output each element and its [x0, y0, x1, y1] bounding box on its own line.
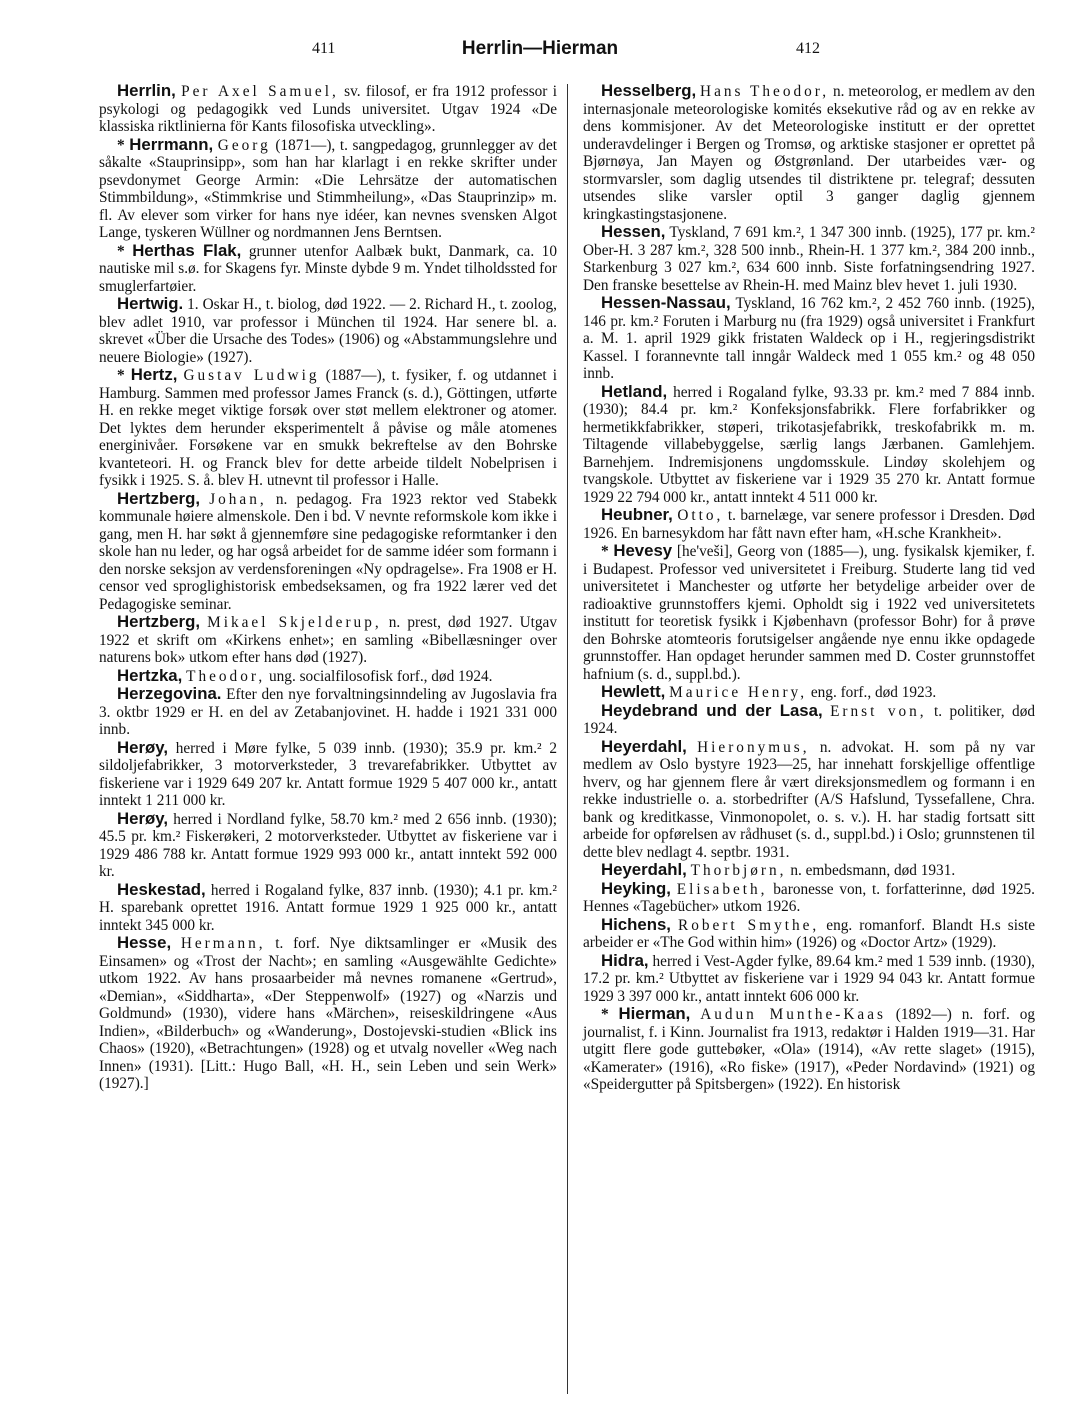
- encyclopedia-entry: [99, 242, 557, 296]
- entry-text: eng. forf., død 1923.: [807, 684, 937, 701]
- entry-person-name: Audun Munthe-Kaas: [700, 1006, 886, 1023]
- entry-text: [he'veši], Georg von (1885—), ung. fysikalsk kjemiker, f. i Budapest. Professor ved universitetet i Freiburg. Studerte lang tid ved universitetet i Manchester og utførte her betydelige arbeider over de radioaktive grunnstoffers kjemi. Opholdt sig i 1922 ved universitetets institutt for teoretisk fysikk i Kjøbenhavn (professor Bohr) for å prøve den Bohrske atomteoris forutsigelser angående nye ennu ikke opdagede grunnstoffer. Han opdaget herunder sammen med D. Coster grunnstoffet hafnium (s. d., suppl.bd.).: [583, 543, 1035, 683]
- encyclopedia-entry: [583, 861, 1035, 880]
- entry-headword: Hewlett,: [601, 682, 666, 701]
- encyclopedia-entry: [99, 934, 557, 1093]
- entry-text: Efter den nye forvaltningsinndeling av Jugoslavia fra 3. oktbr 1929 er H. en del av Zetabanjovinet. H. hadde i 1921 331 000 innb.: [99, 686, 557, 738]
- left-page-number: 411: [312, 40, 336, 57]
- entry-person-name: Hans Theodor,: [700, 83, 830, 100]
- entry-text: herred i Rogaland fylke, 837 innb. (1930); 4.1 pr. km.² H. sparebank oprettet 1916. Antatt formue 1929 1 925 000 kr., antatt inntekt 345 000 kr.: [99, 881, 557, 934]
- encyclopedia-entry: [583, 880, 1035, 916]
- encyclopedia-entry: [583, 223, 1035, 294]
- entry-headword: Hertzberg,: [117, 488, 200, 508]
- entry-person-name: Maurice Henry,: [669, 684, 808, 701]
- encyclopedia-entry: [583, 294, 1035, 383]
- entry-text: herred i Rogaland fylke, 93.33 pr. km.² med 7 884 innb. (1930); 84.4 pr. km.² Konfeksjonsfabrikk. Flere forfabrikker og hermetikkfabrikker, støperi, trikotasjefabrikk, treskofabrikk m. m. Tiltagende villabebyggelse, særlig langs Jærbanen. Gamlehjem. Barnehjem. Indremisjonens ungdomsskule. Lindøy skolehjem og tvangskole. Utbyttet av fiskeriene var i 1929 35 270 kr. Antatt formue 1929 22 794 000 kr., antatt inntekt 4 511 000 kr.: [583, 383, 1035, 506]
- entry-headword: Hertz,: [130, 365, 178, 384]
- entry-headword: Herrlin,: [117, 81, 176, 100]
- encyclopedia-entry: [583, 738, 1035, 862]
- entry-person-name: Ernst von,: [830, 702, 927, 720]
- entry-headword: Heskestad,: [117, 879, 206, 899]
- new-entry-asterisk: *: [601, 1006, 619, 1023]
- entry-headword: Heubner,: [601, 505, 673, 524]
- entry-headword: Hessen,: [601, 222, 666, 241]
- encyclopedia-entry: [99, 490, 557, 614]
- encyclopedia-entry: [583, 683, 1035, 702]
- entry-headword: Heyerdahl,: [601, 736, 687, 756]
- entry-person-name: Elisabeth,: [676, 880, 768, 898]
- page-header: [0, 40, 1080, 64]
- new-entry-asterisk: *: [117, 367, 131, 384]
- entry-text: n. embedsmann, død 1931.: [786, 862, 956, 879]
- encyclopedia-entry: [99, 295, 557, 366]
- encyclopedia-entry: [99, 739, 557, 810]
- encyclopedia-entry: [583, 82, 1035, 223]
- entry-text: (1887—), t. fysiker, f. og utdannet i Hamburg. Sammen med professor James Franck (s. d.), Göttingen, utførte H. en rekke meget viktige forsøk over støt mellem elektroner og atomer. Det lyktes dem herunder eksperimentelt å påvise og måle atomenes energinivåer. Forsøkene var en smukk bekreftelse av den Bohrske kvanteteori. H. og Franck blev for dette arbeide tildelt Nobelprisen i fysikk i 1925. S. å. blev H. utnevnt til professor i Halle.: [99, 367, 558, 489]
- entry-text: (1892—) n. forf. og journalist, f. i Kinn. Journalist fra 1913, redaktør i Halden 1919—31. Har utgitt flere gode guttebøker, «Ola» (1914), «Av rette slaget» (1915), «Kamerater» (1916), «Ro fiske» (1917), «Peder Nordavind» (1921) og «Speidergutter på Spitsbergen» (1922). En historisk: [583, 1006, 1035, 1093]
- entry-text: grunner utenfor Aalbæk bukt, Danmark, ca. 10 nautiske mil s.ø. for Skagens fyr. Minste dybde 9 m. Yndet tilholdssted for smuglerfartøier.: [99, 242, 557, 295]
- entry-text: n. advokat. H. som på ny var medlem av Oslo bystyre 1923—25, har innehatt forskjellige offentlige hverv, og har gjennem flere år vært direksjonsmedlem og formann i en rekke industrielle o. a. storbedrifter (A/S Hafslund, Tyssefallene, Chra. bank og kreditkasse, Vinmonopolet, o. s. v.). H. har stadig fortsatt sitt arbeide for opførelsen av rådhuset (s. d., suppl.bd.) i Oslo; grunnstenen til dette blev nedlagt 4. septbr. 1931.: [583, 738, 1036, 861]
- entry-text: herred i Vest-Agder fylke, 89.64 km.² med 1 539 innb. (1930), 17.2 pr. km.² Utbyttet av fiskeriene var i 1929 94 043 kr. Antatt formue 1929 3 397 000 kr., antatt inntekt 606 000 kr.: [583, 952, 1035, 1005]
- encyclopedia-entry: [583, 506, 1035, 542]
- entry-person-name: Hieronymus,: [697, 738, 810, 756]
- entry-text: sv. filosof, er fra 1912 professor i psykologi og pedagogikk ved Lunds universitet. Utgav 1924 «De klassiska riktlinierna för Kants filosofiska utveckling».: [99, 83, 557, 135]
- entry-text: (1871—), t. sangpedagog, grunnlegger av det såkalte «Stauprinsipp», som han har klarlagt i en rekke skrifter under psevdonymet George Armin: «Die Lehrsätze der automatischen Stimmbildung», «Stimmkrise und Stimmheilung», «Das Stauprinzip» m. fl. Av elever som virker for hans nye idéer, kan nevnes svensken Algot Lange, tyskeren Wüllner og nordmannen Jens Berntsen.: [99, 136, 557, 241]
- entry-person-name: Theodor,: [186, 667, 266, 685]
- entry-text: herred i Nordland fylke, 58.70 km.² med 2 656 innb. (1930); 45.5 pr. km.² Fiskerøkeri, 2 motorverksteder. Utbyttet av fiskeriene var i 1929 486 788 kr. Antatt formue 1929 993 000 kr., antatt inntekt 592 000 kr.: [99, 810, 557, 880]
- encyclopedia-entry: [99, 810, 557, 881]
- entry-text: ung. socialfilosofisk forf., død 1924.: [265, 667, 493, 685]
- encyclopedia-entry: [583, 916, 1035, 952]
- entry-person-name: Robert Smythe,: [678, 916, 820, 934]
- entry-headword: Herøy,: [117, 808, 168, 828]
- entry-person-name: Otto,: [677, 507, 724, 524]
- entry-headword: Hidra,: [601, 950, 649, 970]
- entry-text: Tyskland, 16 762 km.², 2 452 760 innb. (1925), 146 pr. km.² Foruten i Marburg nu (fra 1929) også universitet i Frankfurt a. M. 1. april 1929 gikk fristaten Waldeck op i H., regjeringsdistrikt Kassel. I forannevnte tall inngår Waldeck med 1 055 km.² og 48 050 innb.: [583, 295, 1035, 382]
- encyclopedia-entry: [99, 667, 557, 686]
- entry-text: baronesse von, t. forfatterinne, død 1925. Hennes «Tagebücher» utkom 1926.: [583, 880, 1036, 915]
- entry-headword: Herthas Flak,: [132, 240, 242, 260]
- entry-headword: Hertzberg,: [117, 612, 200, 631]
- entry-person-name: Thorbjørn,: [690, 862, 787, 879]
- entry-headword: Hessen-Nassau,: [601, 293, 731, 312]
- entry-headword: Hichens,: [601, 914, 671, 934]
- entry-person-name: Johan,: [209, 490, 267, 508]
- encyclopedia-entry: [99, 685, 557, 739]
- entry-headword: Heyerdahl,: [601, 860, 687, 879]
- new-entry-asterisk: *: [601, 543, 614, 560]
- entry-headword: Hetland,: [601, 381, 668, 401]
- entry-text: eng. romanforf. Blandt H.s siste arbeider er «The God within him» (1926) og «Doctor Artz» (1929).: [583, 916, 1035, 951]
- entry-headword: Heyking,: [601, 878, 671, 898]
- entry-text: n. meteorolog, er medlem av den internasjonale meteorologiske komités eksekutive råd og av en rekke av dens kommisjoner. Av det Meteorologiske institutt er der oprettet underavdelinger i Bergen og Tromsø, og arktiske stasjoner er oprettet på Bjørnøya, Jan Mayen og Østgrønland. Der utarbeides vær- og stormvarsler, som daglig utsendes til distriktene pr. telegraf; dessuten utsendes slike varsler optil 3 ganger daglig gjennem kringkastingstasjonene.: [583, 83, 1035, 223]
- entry-person-name: Georg: [217, 136, 271, 154]
- entry-text: t. barnelæge, var senere professor i Dresden. Død 1926. En barnesykdom har fått navn efter ham, «H.sche Krankheit».: [583, 507, 1035, 542]
- entry-headword: Herzegovina.: [117, 684, 222, 703]
- entry-headword: Hertwig.: [117, 294, 184, 313]
- encyclopedia-entry: [99, 881, 557, 935]
- entry-headword: Hierman,: [618, 1004, 691, 1023]
- entry-text: n. pedagog. Fra 1923 rektor ved Stabekk kommunale høiere almenskole. Den i bd. V nevnte reformskole kom ikke i gang, men H. har søkt å gjennemføre sine pedagogiske reformtanker i den skole han nu leder, og har også arbeidet for de samme idéer som formann i den norske seksjon av verdensforeningen «Ny opdragelse». Fra 1908 er H. censor ved sproglighistorisk embedseksamen, og fra 1922 lærer ved det Pedagogiske seminar.: [99, 490, 557, 613]
- encyclopedia-entry: [583, 383, 1035, 507]
- new-entry-asterisk: *: [117, 136, 130, 154]
- entry-text: 1. Oskar H., t. biolog, død 1922. — 2. Richard H., t. zoolog, blev adlet 1910, var professor i München til 1924. Har senere bl. a. skrevet «Über die Ursache des Todes» (1906) og «Abstammungslehre und neuere Biologie» (1927).: [99, 296, 557, 366]
- entry-person-name: Per Axel Samuel,: [181, 83, 339, 100]
- encyclopedia-entry: [99, 136, 557, 242]
- entry-person-name: Mikael Skjelderup,: [207, 614, 382, 631]
- encyclopedia-entry: [583, 542, 1035, 683]
- column-divider: [567, 84, 568, 1394]
- entry-person-name: Gustav Ludwig: [183, 367, 320, 384]
- entry-headword: Hesselberg,: [601, 81, 697, 100]
- new-entry-asterisk: *: [117, 242, 133, 260]
- left-column: [99, 82, 557, 1093]
- entry-text: herred i Møre fylke, 5 039 innb. (1930); 35.9 pr. km.² 2 sildoljefabrikker, 3 motorverksteder, 3 trevarefabrikker. Utbyttet av fiskeriene var i 1929 649 207 kr. Antatt formue 1929 5 407 000 kr., antatt inntekt 1 211 000 kr.: [99, 739, 557, 809]
- entry-headword: Herøy,: [117, 737, 168, 757]
- encyclopedia-entry: [583, 952, 1035, 1006]
- entry-person-name: Hermann,: [180, 935, 266, 952]
- running-head: Herrlin—Hierman: [461, 38, 619, 59]
- entry-text: Tyskland, 7 691 km.², 1 347 300 innb. (1925), 177 pr. km.² Ober-H. 3 287 km.², 328 500 innb., Rhein-H. 1 377 km.², 384 200 innb., Starkenburg 3 027 km.², 634 600 innb. Siste forfatningsendring 1927. Den franske besettelse av Rhein-H. med Mainz blev hevet 1. juli 1930.: [583, 224, 1035, 294]
- entry-text: t. politiker, død 1924.: [583, 702, 1035, 737]
- encyclopedia-entry: [583, 1005, 1035, 1094]
- right-column: [583, 82, 1035, 1094]
- encyclopedia-entry: [583, 702, 1035, 738]
- entry-headword: Heydebrand und der Lasa,: [601, 700, 823, 720]
- encyclopedia-entry: [99, 613, 557, 667]
- entry-text: t. forf. Nye diktsamlinger er «Musik des Einsamen» og «Trost der Nacht»; en samling «Ausgewählte Gedichte» utkom 1922. Av hans prosaarbeider må nevnes romanene «Gertrud», «Demian», «Siddharta», «Der Steppenwolf» (1927) og «Narzis und Goldmund» (1930), videre hans «Märchen», reiseskildringene «Aus Indien», «Bilderbuch» og «Wanderung», Dostojevski-studien «Blick ins Chaos» (1920), «Betrachtungen» (1928) og et utvalg noveller «Weg nach Innen» (1931). [Litt.: Hugo Ball, «H. H., sein Leben und sein Werk» (1927).]: [99, 935, 557, 1092]
- encyclopedia-entry: [99, 82, 557, 136]
- entry-headword: Hesse,: [117, 933, 172, 952]
- entry-headword: Hertzka,: [117, 665, 183, 685]
- entry-headword: Herrmann,: [129, 134, 214, 154]
- encyclopedia-entry: [99, 366, 557, 490]
- right-page-number: 412: [796, 40, 820, 57]
- entry-headword: Hevesy: [613, 541, 673, 560]
- entry-text: n. prest, død 1927. Utgav 1922 et skrift om «Kirkens enhet»; en samling «Bibellæsninger over naturens bok» utkom efter hans død (1927).: [99, 614, 557, 666]
